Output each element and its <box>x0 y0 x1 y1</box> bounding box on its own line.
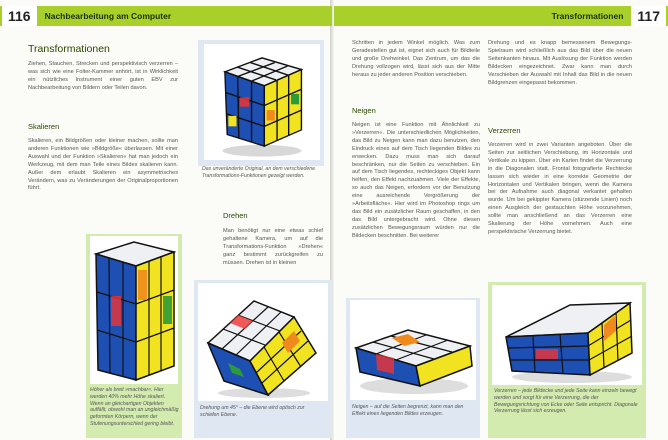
photo-cube-distorted <box>492 285 642 385</box>
caption-scaled: Höher als breit »machbar«. Hier werden 40% mehr Höhe skaliert. Wenn an gleichartigen Objekten auffällt, obwohl man an ungleichmäßig geformten Körpern, wenn der Stufenungsunterschied gering bleibt. <box>90 387 179 427</box>
skalieren-heading: Skalieren <box>28 122 60 131</box>
cube-distorted-graphic <box>492 285 642 385</box>
neigen-heading: Neigen <box>352 106 376 115</box>
caption-original: Das unveränderte Original, an dem verschiedene Transformations-Funktionen gezeigt werden. <box>202 166 316 179</box>
cube-rotated-graphic <box>198 283 328 401</box>
cube-original-graphic <box>204 44 320 160</box>
left-page-number: 116 <box>2 6 37 26</box>
cube-scaled-graphic <box>90 236 178 384</box>
caption-rotated: Drehung um 45° – die Ebene wird optisch zur schiefen Ebene. <box>200 405 305 418</box>
caption-neigen: Neigen – auf die Seiten begrenzt, kann man den Effekt eines liegenden Bildes erzeugen. <box>352 404 464 417</box>
right-page-number: 117 <box>631 6 666 26</box>
col1-text: Schritten in jedem Winkel möglich. Was zum Geradestellen gut ist, eignet sich auch für Bildteile und große Drehwinkel. Das Zentrum, um das die Drehung vollzogen wird, lässt sich aus der Mitte heraus zu jeder anderen Position verschieben. <box>352 40 480 78</box>
caption-verzerren: Verzerren – jede Bildecke und jede Seite kann einzeln bewegt werden und sorgt für eine Verzerrung, die der Bewegungsrichtung von Ecke oder Seite entspricht. Diagonale Verzerrung lässt sich erzeugen. <box>494 388 638 415</box>
skalieren-text: Skalieren, ein Bildgrößen oder kleiner machen, sollte man anderen Funktionen wie »Bildgröße« überlassen. Mit einer Auswahl und der Funktion »Skalieren« hat man jedoch ein Werkzeug, mit dem man Teile eines Bildes skalieren kann. Außer dem erlaubt Skalieren ein asymmetrisches Verändern, was zu Veränderungen der Originalproportionen führt. <box>28 138 178 192</box>
cube-skewed-graphic <box>350 300 476 400</box>
left-running-head: Nachbearbeitung am Computer <box>44 11 172 21</box>
left-header-bar <box>0 6 332 26</box>
section-title: Transformationen <box>28 43 110 55</box>
drehen-text: Man benötigt nur eine etwas schief gehaltene Kamera, um auf die Transformations-Funktion »Drehen« ganz bestimmt zurückgreifen zu müssen. Drehen ist in kleinen <box>223 228 323 266</box>
intro-text: Ziehen, Stauchen, Strecken und perspektivisch verzerren – was sich wie eine Folter-Kammer anhört, ist in Wirklichkeit ein nützliches Instrument einer guten EBV zur Nachbearbeitung von Bildern oder Teilen davon. <box>28 61 178 91</box>
photo-cube-original <box>204 44 320 160</box>
verzerren-text: Verzerren wird in zwei Varianten angeboten. Über die Seiten zur seitlichen Verschiebung, im Horizontale und Vertikale zu kippen. Über ein Karten findet die Verzerrung in die Diagonalen statt. Frontal fotografierte Rechtecke lassen sich wieder in eine korrekte Geometrie der Horizontalen und Vertikalen bringen, wenn die Kamera bei der Aufnahme auch diagonal verkantet gehalten wurde. Um bei gekippter Kamera (stürzende Linien) noch einen Ausgleich der gestauchten Höhe vorzunehmen, sollte man anschließend an das Verzerren eine Skalierung der Höhe vornehmen. Auch eine perspektivische Verzerrung bietet. <box>488 142 632 235</box>
photo-cube-rotated <box>198 283 328 401</box>
right-header-bar <box>334 6 668 26</box>
drehen-heading: Drehen <box>223 211 248 220</box>
photo-cube-scaled <box>90 236 178 384</box>
neigen-text: Neigen ist eine Funktion mit Ähnlichkeit zu »Verzerren«. Die unterschiedlichen Möglichkeiten, das Bild zu Neigen kann man dazu benutzen, den Eindruck eines auf dem Tisch liegenden Bildes zu erwecken. Dazu muss man sich darauf beschränken, nur die Seiten zu verschieben. Ein auf dem Tisch liegendes, rechteckiges Objekt kann helfen, den Effekt nachzuahmen. Viele der Effekte, so auch das Neigen, erfordern vor der Benutzung eine ausreichende Vergrößerung der »Arbeitsfläche«. Hier wird im Photoshop rings um das Bild ein zusätzlicher Raum geschaffen, in den das Bild untergebracht wird. Ohne diesen zusätzlichen Bewegungsraum würden nur die Bildecken beschnitten. Bei weiterer <box>352 122 480 239</box>
photo-cube-skewed <box>350 300 476 400</box>
right-running-head: Transformationen <box>551 11 624 21</box>
col2-text: Drehung und es knapp bemessenem Bewegungs-Spielraum wird schließlich aus das Bild über die neuen Seitenkanten hinaus. Mit Auslösung der Funktion werden Bildecken eingezeichnet. Zwar kann man durch Verschieben der Auswahl mit Inhalt das Bild in die neuen Bildgrenzen eingepasst bekommen. <box>488 40 632 86</box>
verzerren-heading: Verzerren <box>488 126 521 135</box>
